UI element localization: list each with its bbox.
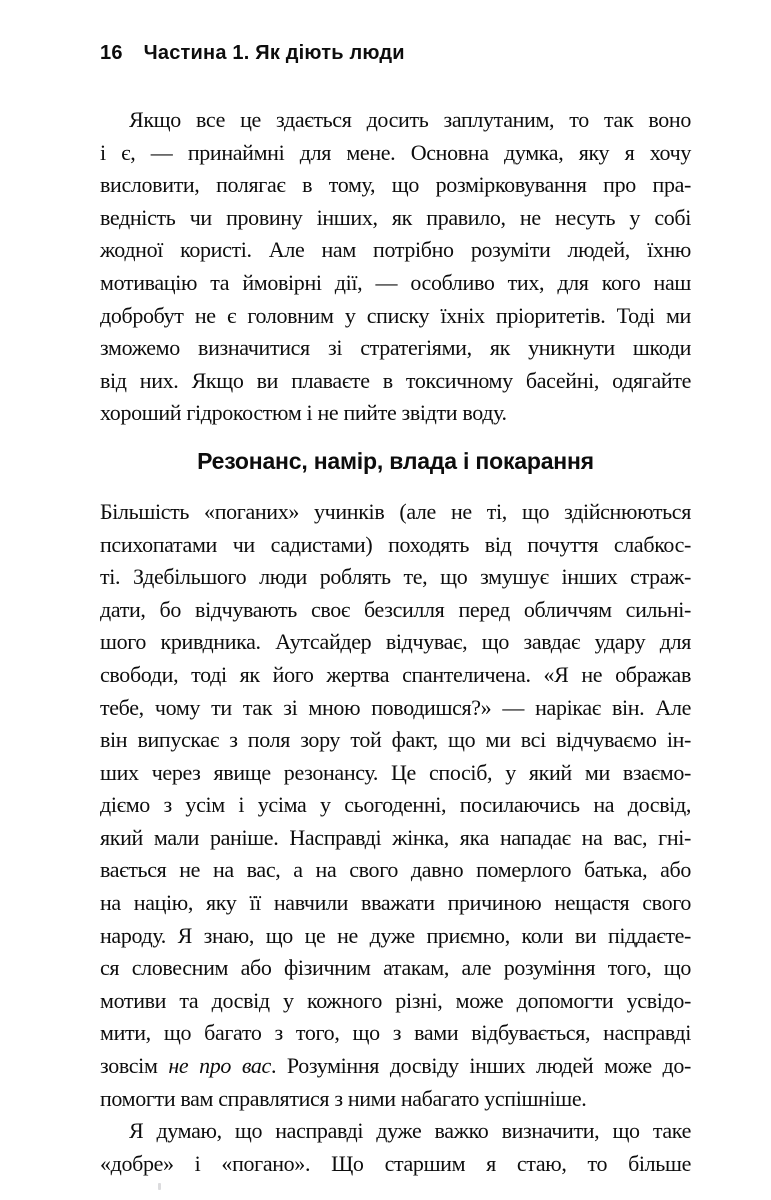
text-line: Більшість «поганих» учинків (але не ті, що здійснюються <box>100 498 691 524</box>
section-heading: Резонанс, намір, влада і покарання <box>197 447 594 474</box>
text-line: добробут не є головним у списку їхніх пріоритетів. Тоді ми <box>100 302 691 328</box>
text-line: жодної користі. Але нам потрібно розуміти людей, їхню <box>100 237 691 263</box>
text-line: діємо з усім і усіма у сьогоденні, посилаючись на досвід, <box>100 792 691 818</box>
text-line: вається не на вас, а на свого давно померлого батька, або <box>100 857 691 883</box>
paragraph <box>100 104 691 430</box>
text-line: ті. Здебільшого люди роблять те, що змушує інших страж- <box>100 564 691 590</box>
text-line: і є, — принаймні для мене. Основна думка, яку я хочу <box>100 139 691 165</box>
text-line: на націю, яку її навчили вважати причиною нещастя свого <box>100 890 691 916</box>
text-line: хороший гідрокостюм і не пийте звідти воду. <box>100 400 507 426</box>
text-line: висловити, полягає в тому, що розмірковування про пра- <box>100 172 691 198</box>
text-line: ся словесним або фізичним атакам, але розуміння того, що <box>100 955 691 981</box>
text-line: ших через явище резонансу. Це спосіб, у який ми взаємо- <box>100 759 691 785</box>
running-head-title: Частина 1. Як діють люди <box>143 42 405 64</box>
text-line: народу. Я знаю, що це не дуже приємно, коли ви піддаєте- <box>100 922 691 948</box>
text-line: Якщо все це здається досить заплутаним, то так воно <box>129 107 691 132</box>
text-line: «добре» і «погано». Що старшим я стаю, то більше <box>100 1150 691 1176</box>
text-line: від них. Якщо ви плаваєте в токсичному басейні, одягайте <box>100 367 691 393</box>
text-line: психопатами чи садистами) походять від почуття слабкос- <box>100 531 691 557</box>
scan-artifact <box>158 1183 161 1190</box>
text-line: ведність чи провину інших, як правило, не несуть у собі <box>100 204 691 230</box>
text-line: свободи, тоді як його жертва спантеличена. «Я не ображав <box>100 661 691 687</box>
paragraph <box>100 496 691 1115</box>
text-line: зовсім не про вас. Розуміння досвіду інших людей може до- <box>100 1053 691 1079</box>
text-line: помогти вам справлятися з ними набагато успішніше. <box>100 1085 587 1111</box>
text-line: мотиви та досвід у кожного різні, може допомогти усвідо- <box>100 987 691 1013</box>
text-line: шого кривдника. Аутсайдер відчуває, що завдає удару для <box>100 629 691 655</box>
text-line: тебе, чому ти так зі мною поводишся?» — нарікає він. Але <box>100 694 691 720</box>
text-line: він випускає з поля зору той факт, що ми всі відчуваємо ін- <box>100 727 691 753</box>
text-line: дати, бо відчувають своє безсилля перед обличчям сильні- <box>100 596 691 622</box>
page-number: 16 <box>100 42 123 64</box>
running-header <box>100 42 405 65</box>
text-line: який мали раніше. Насправді жінка, яка нападає на вас, гні- <box>100 824 691 850</box>
text-line: зможемо визначитися зі стратегіями, як уникнути шкоди <box>100 335 691 361</box>
paragraph <box>100 1115 691 1180</box>
text-line: мити, що багато з того, що з вами відбувається, насправді <box>100 1020 691 1046</box>
page-body <box>100 104 691 1180</box>
text-line: мотивацію та ймовірні дії, — особливо тих, для кого наш <box>100 269 691 295</box>
text-line: Я думаю, що насправді дуже важко визначити, що таке <box>129 1118 691 1144</box>
